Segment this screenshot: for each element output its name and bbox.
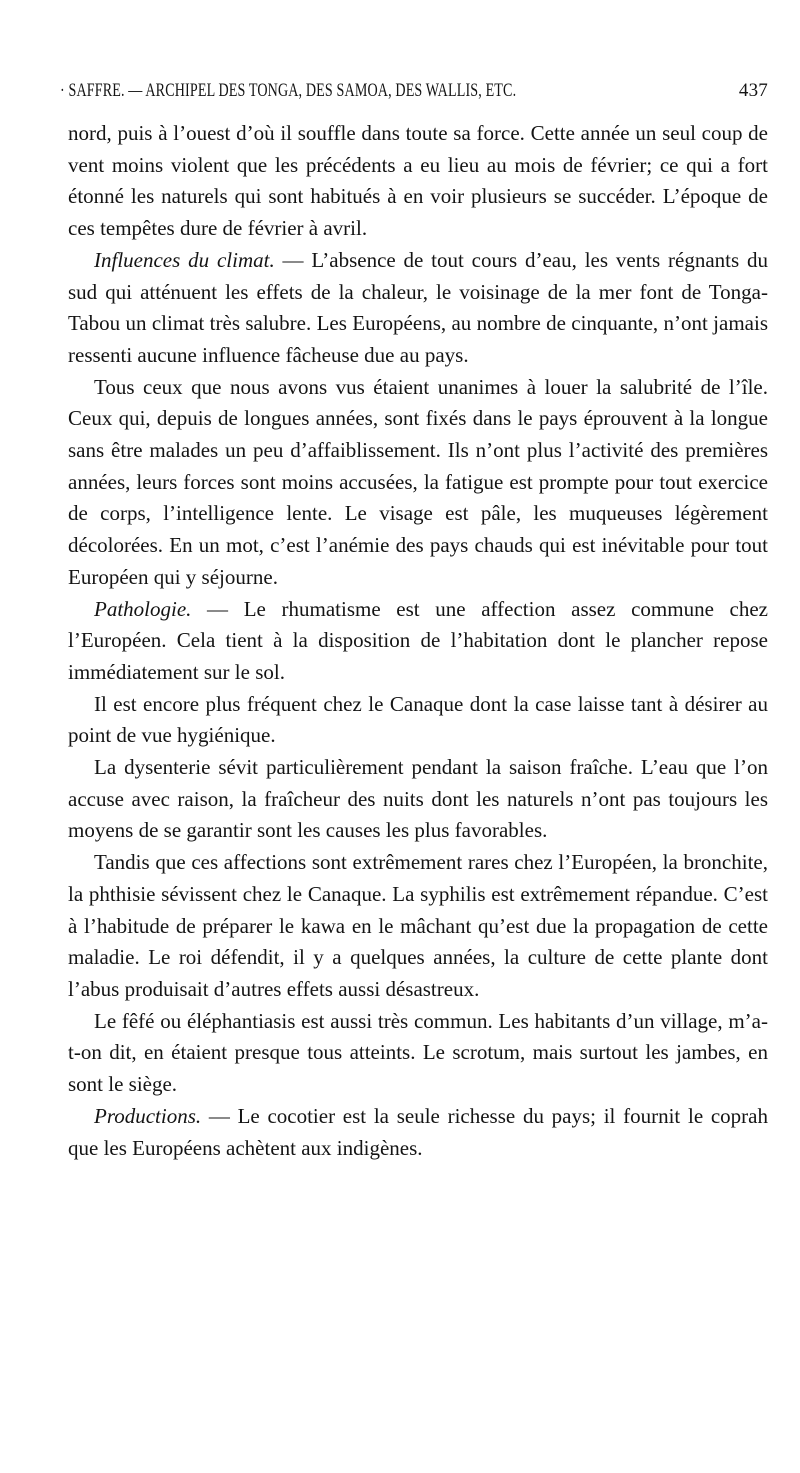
paragraph <box>68 847 768 1006</box>
paragraph-text: Il est encore plus fréquent chez le Canaque dont la case laisse tant à désirer au point de vue hygiénique. <box>68 691 768 748</box>
paragraph <box>68 752 768 847</box>
paragraph <box>68 689 768 752</box>
paragraph-continuation <box>68 118 768 245</box>
page-number: 437 <box>738 80 768 101</box>
section-rubric-influences: Influences du climat. <box>94 247 275 272</box>
paragraph <box>68 372 768 594</box>
paragraph-text: Tandis que ces affections sont extrêmement rares chez l’Européen, la bronchite, la phthisie sévissent chez le Canaque. La syphilis est extrêmement répandue. C’est à l’habitude de préparer le kawa en le mâchant qu’est due la propagation de cette maladie. Le roi défendit, il y a quelques années, la culture de cette plante dont l’abus produisait d’autres effets aussi désastreux. <box>68 850 768 1001</box>
paragraph-text: Tous ceux que nous avons vus étaient unanimes à louer la salubrité de l’île. Ceux qui, depuis de longues années, sont fixés dans le pays éprouvent à la longue sans être malades un peu d’affaiblissement. Ils n’ont plus l’activité des premières années, leurs forces sont moins accusées, la fatigue est prompte pour tout exercice de corps, l’intelligence lente. Le visage est pâle, les muqueuses légèrement décolorées. En un mot, c’est l’anémie des pays chauds qui est inévitable pour tout Européen qui y séjourne. <box>68 374 768 589</box>
paragraph-text: — L’absence de tout cours d’eau, les vents régnants du sud qui atténuent les effets de la chaleur, le voisinage de la mer font de Tonga-Tabou un climat très salubre. Les Européens, au nombre de cinquante, n’ont jamais ressenti aucune influence fâcheuse due au pays. <box>68 247 768 367</box>
paragraph-pathology <box>68 594 768 689</box>
body-text <box>68 118 768 1164</box>
paragraph-text: La dysenterie sévit particulièrement pendant la saison fraîche. L’eau que l’on accuse avec raison, la fraîcheur des nuits dont les naturels n’ont pas toujours les moyens de se garantir sont les causes les plus favorables. <box>68 755 768 843</box>
paragraph <box>68 1006 768 1101</box>
paragraph-text: nord, puis à l’ouest d’où il souffle dans toute sa force. Cette année un seul coup de vent moins violent que les précédents a eu lieu au mois de février; ce qui a fort étonné les naturels qui sont habitués à en voir plusieurs se succéder. L’époque de ces tempêtes dure de février à avril. <box>68 121 768 241</box>
running-head <box>60 80 768 106</box>
section-rubric-pathologie: Pathologie. <box>94 596 192 621</box>
paragraph-productions <box>68 1101 768 1164</box>
paragraph-text: — Le cocotier est la seule richesse du pays; il fournit le coprah que les Européens achètent aux indigènes. <box>68 1103 768 1160</box>
running-title: · SAFFRE. — ARCHIPEL DES TONGA, DES SAMOA, DES WALLIS, ETC. <box>60 80 517 101</box>
paragraph-text: Le fêfé ou éléphantiasis est aussi très commun. Les habitants d’un village, m’a-t-on dit, en étaient presque tous atteints. Le scrotum, mais surtout les jambes, en sont le siège. <box>68 1008 768 1097</box>
section-rubric-productions: Productions. <box>94 1103 202 1128</box>
paragraph-text: — Le rhumatisme est une affection assez commune chez l’Européen. Cela tient à la disposition de l’habitation dont le plancher repose immédiatement sur le sol. <box>68 596 768 684</box>
paragraph-climate-influences <box>68 245 768 372</box>
